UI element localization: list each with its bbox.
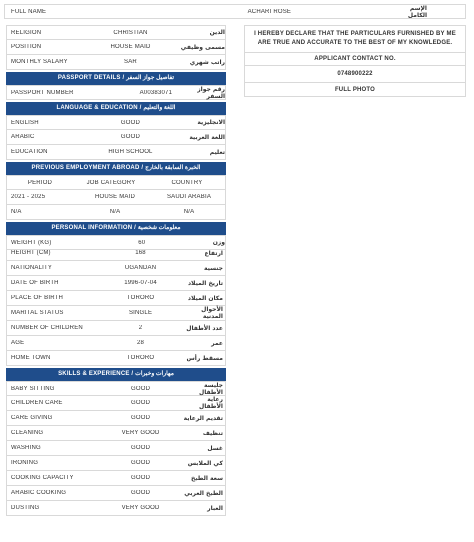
left-column bbox=[6, 25, 226, 250]
skill-label: IRONING bbox=[11, 460, 39, 466]
employment-row bbox=[6, 190, 226, 205]
personal-value: 168 bbox=[135, 250, 146, 256]
personal-row bbox=[6, 321, 226, 336]
personal-row bbox=[6, 351, 226, 366]
personal-value: UGANDAN bbox=[124, 265, 157, 271]
religion-ar: الدين bbox=[209, 29, 225, 36]
passport-value: A00383071 bbox=[139, 89, 173, 96]
skill-value: GOOD bbox=[130, 400, 151, 406]
skill-label: COOKING CAPACITY bbox=[11, 475, 74, 481]
language-row bbox=[6, 115, 226, 130]
personal-row bbox=[6, 276, 226, 291]
personal-header: PERSONAL INFORMATION / معلومات شخصية bbox=[6, 222, 226, 235]
skill-row bbox=[6, 396, 226, 411]
employment-column-header: JOB CATEGORY bbox=[86, 179, 136, 186]
skill-ar: جليسة الأطفال bbox=[199, 381, 223, 396]
religion-value: CHRISTIAN bbox=[113, 29, 148, 36]
passport-row bbox=[6, 85, 226, 100]
full-name-ar: الإسم الكامل bbox=[407, 4, 427, 19]
skill-row bbox=[6, 441, 226, 456]
position-label: POSITION bbox=[11, 44, 42, 50]
skill-row bbox=[6, 486, 226, 501]
passport-ar: رقم جواز السفر bbox=[197, 85, 225, 100]
passport-label: PASSPORT NUMBER bbox=[11, 89, 74, 96]
skill-ar: كي الملابس bbox=[187, 459, 223, 467]
employment-cell: SAUDI ARABIA bbox=[166, 194, 212, 200]
declaration-box bbox=[244, 25, 466, 97]
skill-ar: رعاية الأطفال bbox=[199, 396, 223, 410]
employment-cell: HOUSE MAID bbox=[94, 194, 135, 200]
skill-value: VERY GOOD bbox=[121, 505, 160, 511]
skill-row bbox=[6, 456, 226, 471]
language-ar: تعليم bbox=[209, 148, 225, 156]
personal-label: PLACE OF BIRTH bbox=[11, 295, 64, 301]
employment-column-header: COUNTRY bbox=[171, 179, 203, 186]
position-value: HOUSE MAID bbox=[110, 44, 151, 50]
language-header: LANGUAGE & EDUCATION / اللغة والتعليم bbox=[6, 102, 226, 115]
salary-ar: راتب شهري bbox=[189, 58, 225, 66]
personal-row bbox=[6, 261, 226, 276]
personal-label: WEIGHT (KG) bbox=[11, 239, 52, 246]
personal-ar: مسقط رأس bbox=[186, 354, 223, 362]
employment-column-header: PERIOD bbox=[27, 179, 53, 186]
personal-label: NUMBER OF CHILDREN bbox=[11, 325, 83, 331]
skills-header: SKILLS & EXPERIENCE / مهارات وخبرات bbox=[6, 368, 226, 381]
language-label: EDUCATION bbox=[11, 149, 48, 155]
personal-value: SINGLE bbox=[128, 310, 153, 316]
personal-ar: تاريخ الميلاد bbox=[187, 279, 223, 287]
personal-label: HEIGHT (CM) bbox=[11, 250, 51, 256]
language-value: HIGH SCHOOL bbox=[108, 149, 153, 155]
employment-columns-row bbox=[6, 175, 226, 190]
personal-row bbox=[6, 306, 226, 321]
skill-label: WASHING bbox=[11, 445, 41, 451]
personal-label: AGE bbox=[11, 340, 25, 346]
skill-value: GOOD bbox=[130, 490, 151, 496]
skill-value: GOOD bbox=[130, 475, 151, 481]
skill-value: GOOD bbox=[130, 445, 151, 451]
personal-label: DATE OF BIRTH bbox=[11, 280, 59, 286]
skill-label: ARABIC COOKING bbox=[11, 490, 67, 496]
personal-label: NATIONALITY bbox=[11, 265, 53, 271]
salary-row bbox=[6, 55, 226, 70]
employment-cell: 2021 - 2025 bbox=[11, 194, 46, 200]
language-row bbox=[6, 145, 226, 160]
personal-ar: ارتفاع bbox=[204, 249, 223, 257]
skill-row bbox=[6, 471, 226, 486]
personal-ar: عدد الأطفال bbox=[186, 324, 223, 332]
religion-label: RELIGION bbox=[11, 29, 42, 36]
position-ar: مسمى وظيفي bbox=[180, 43, 225, 51]
personal-label: MARITAL STATUS bbox=[11, 310, 64, 316]
language-value: GOOD bbox=[120, 134, 141, 140]
skill-row bbox=[6, 381, 226, 396]
personal-value: 60 bbox=[138, 239, 146, 246]
applicant-contact-value: 0748900222 bbox=[245, 65, 465, 82]
language-ar: اللغة العربية bbox=[189, 133, 225, 141]
full-name-row bbox=[4, 4, 466, 19]
personal-ar: عمر bbox=[211, 339, 223, 347]
employment-row bbox=[6, 205, 226, 220]
full-photo-label: FULL PHOTO bbox=[245, 82, 465, 97]
personal-value: 2 bbox=[138, 325, 143, 331]
language-value: GOOD bbox=[120, 119, 141, 126]
skill-value: VERY GOOD bbox=[121, 430, 160, 436]
skill-label: CHILDREN CARE bbox=[11, 400, 63, 406]
full-name-label: FULL NAME bbox=[11, 8, 47, 15]
applicant-contact-label: APPLICANT CONTACT NO. bbox=[245, 52, 465, 65]
personal-value: TORORO bbox=[126, 295, 155, 301]
skill-ar: الغبار bbox=[207, 504, 223, 512]
full-name-value: ACHARI ROSE bbox=[247, 8, 292, 15]
personal-ar: الأحوال المدنية bbox=[201, 306, 223, 320]
position-row bbox=[6, 40, 226, 55]
passport-header: PASSPORT DETAILS / تفاصيل جواز السفر bbox=[6, 72, 226, 85]
personal-row bbox=[6, 291, 226, 306]
skill-row bbox=[6, 426, 226, 441]
skill-ar: غسل bbox=[207, 444, 223, 452]
personal-ar: وزن bbox=[212, 239, 225, 246]
religion-row bbox=[6, 25, 226, 40]
personal-value: TORORO bbox=[126, 355, 155, 361]
skill-value: GOOD bbox=[130, 415, 151, 421]
personal-ar: مكان الميلاد bbox=[187, 294, 223, 302]
personal-row bbox=[6, 336, 226, 351]
personal-ar: جنسية bbox=[204, 264, 223, 272]
lower-left-column bbox=[6, 246, 226, 516]
personal-value: 1996-07-04 bbox=[124, 280, 157, 286]
skill-row bbox=[6, 501, 226, 516]
skill-label: CLEANING bbox=[11, 430, 44, 436]
skill-ar: تقديم الرعاية bbox=[183, 414, 223, 422]
employment-cell: N/A bbox=[183, 209, 195, 215]
language-ar: الانجليزية bbox=[197, 119, 225, 126]
salary-label: MONTHLY SALARY bbox=[11, 59, 68, 65]
personal-label: HOME TOWN bbox=[11, 355, 51, 361]
employment-cell: N/A bbox=[11, 209, 22, 215]
skill-label: BABY SITTING bbox=[11, 385, 55, 392]
employment-cell: N/A bbox=[109, 209, 121, 215]
language-label: ARABIC bbox=[11, 134, 35, 140]
skill-ar: تنظيف bbox=[202, 429, 223, 437]
declaration-text: I HEREBY DECLARE THAT THE PARTICULARS FURNISHED BY ME ARE TRUE AND ACCURATE TO THE BEST OF MY KNOWLEDGE. bbox=[254, 31, 456, 46]
personal-value: 28 bbox=[137, 340, 145, 346]
skill-row bbox=[6, 411, 226, 426]
salary-value: SAR bbox=[124, 59, 137, 65]
skill-label: CARE GIVING bbox=[11, 415, 53, 421]
language-label: ENGLISH bbox=[11, 119, 39, 126]
skill-ar: الطبخ العربي bbox=[184, 489, 223, 497]
personal-row bbox=[6, 246, 226, 261]
employment-header: PREVIOUS EMPLOYMENT ABROAD / الخبرة السابقة بالخارج bbox=[6, 162, 226, 175]
skill-ar: سعة الطبخ bbox=[191, 474, 223, 482]
skill-value: GOOD bbox=[130, 460, 151, 466]
language-row bbox=[6, 130, 226, 145]
skill-value: GOOD bbox=[130, 385, 151, 392]
skill-label: DUSTING bbox=[11, 505, 40, 511]
